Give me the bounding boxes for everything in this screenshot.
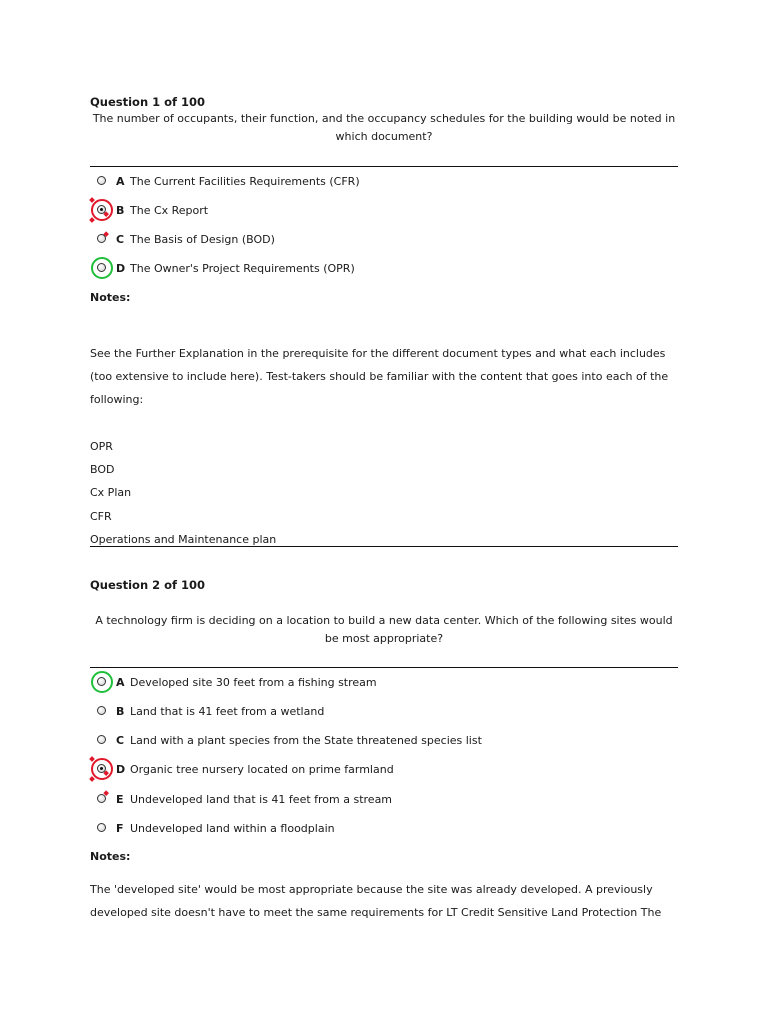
radio-button[interactable] xyxy=(90,700,114,722)
notes-list-item: Cx Plan xyxy=(90,486,132,499)
radio-button-selected-incorrect[interactable] xyxy=(90,199,114,221)
option-text: Undeveloped land that is 41 feet from a stream xyxy=(130,792,393,806)
notes-list-item: OPR xyxy=(90,440,113,453)
q1-option-b[interactable] xyxy=(90,199,208,221)
notes-paragraph: See the Further Explanation in the prerequisite for the different document types and what each includes (too extensive to include here). Test-takers should be familiar with the content that goes into each of the following: xyxy=(90,347,669,406)
option-letter: D xyxy=(116,261,126,275)
option-letter: F xyxy=(116,821,124,835)
option-text: Organic tree nursery located on prime farmland xyxy=(130,762,394,776)
option-letter: A xyxy=(116,174,125,188)
notes-label: Notes: xyxy=(90,850,131,863)
q1-option-d[interactable] xyxy=(90,257,355,279)
option-letter: B xyxy=(116,203,125,217)
radio-button[interactable] xyxy=(90,788,114,810)
option-letter: D xyxy=(116,762,126,776)
radio-button-selected-incorrect[interactable] xyxy=(90,758,114,780)
notes-list-item: CFR xyxy=(90,510,112,523)
notes-list-item: Operations and Maintenance plan xyxy=(90,533,277,546)
q1-option-a[interactable] xyxy=(90,170,360,192)
q1-option-c[interactable] xyxy=(90,228,275,250)
option-letter: B xyxy=(116,704,125,718)
q2-option-a[interactable] xyxy=(90,671,377,693)
option-text: Developed site 30 feet from a fishing stream xyxy=(130,675,377,689)
option-letter: C xyxy=(116,232,125,246)
option-letter: C xyxy=(116,733,125,747)
radio-button-correct[interactable] xyxy=(90,671,114,693)
q2-option-e[interactable] xyxy=(90,788,392,810)
notes-label: Notes: xyxy=(90,291,131,304)
q2-option-c[interactable] xyxy=(90,729,482,751)
radio-button[interactable] xyxy=(90,729,114,751)
radio-button-correct[interactable] xyxy=(90,257,114,279)
q2-option-b[interactable] xyxy=(90,700,324,722)
q2-option-d[interactable] xyxy=(90,758,394,780)
option-text: The Cx Report xyxy=(130,203,209,217)
option-text: The Owner's Project Requirements (OPR) xyxy=(130,261,355,275)
notes-paragraph: The 'developed site' would be most appropriate because the site was already developed. A previously developed site doesn't have to meet the same requirements for LT Credit Sensitive Land Protection The xyxy=(90,883,662,919)
option-text: Undeveloped land within a floodplain xyxy=(130,821,335,835)
radio-button[interactable] xyxy=(90,817,114,839)
option-letter: A xyxy=(116,675,125,689)
option-text: The Basis of Design (BOD) xyxy=(130,232,275,246)
question-2-title: Question 2 of 100 xyxy=(90,578,206,592)
radio-button[interactable] xyxy=(90,228,114,250)
option-text: Land that is 41 feet from a wetland xyxy=(130,704,325,718)
question-1-text: The number of occupants, their function, and the occupancy schedules for the building would be noted in which document? xyxy=(92,112,676,143)
divider xyxy=(90,667,678,668)
question-1-title: Question 1 of 100 xyxy=(90,95,206,109)
option-text: The Current Facilities Requirements (CFR) xyxy=(130,174,360,188)
option-letter: E xyxy=(116,792,124,806)
radio-button[interactable] xyxy=(90,170,114,192)
question-2-text: A technology firm is deciding on a location to build a new data center. Which of the following sites would be most appropriate? xyxy=(95,614,673,645)
divider xyxy=(90,166,678,167)
divider xyxy=(90,546,678,547)
notes-list-item: BOD xyxy=(90,463,115,476)
q2-option-f[interactable] xyxy=(90,817,335,839)
option-text: Land with a plant species from the State threatened species list xyxy=(130,733,482,747)
